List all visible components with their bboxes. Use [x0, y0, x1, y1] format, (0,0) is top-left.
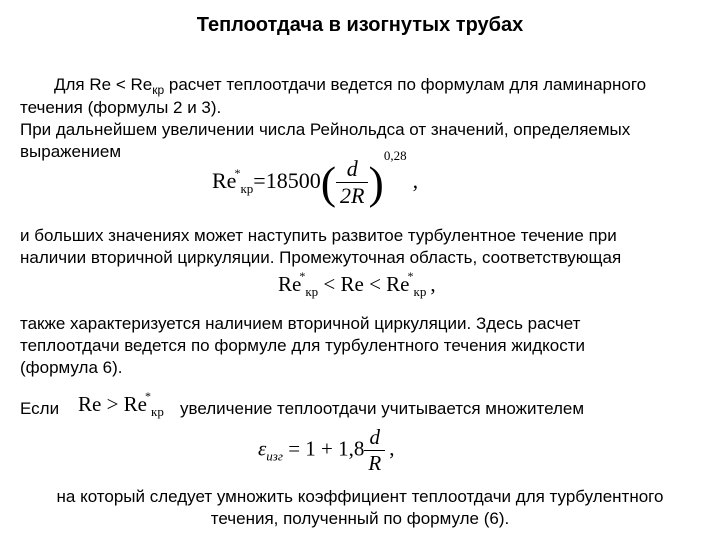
if-line-text: увеличение теплоотдачи учитывается множителем: [180, 399, 585, 418]
formula1-exponent: 0,28: [383, 148, 407, 163]
para1-line4: выражением: [20, 142, 122, 161]
formula2-comma: ,: [430, 272, 436, 296]
page-title: Теплоотдача в изогнутых трубах: [196, 14, 524, 36]
if-formula-star: *: [145, 389, 151, 403]
final-line2: течения, полученный по формуле (6).: [210, 509, 510, 528]
turbulent-condition-formula: [78, 389, 164, 420]
formula3-numerator: d: [369, 425, 381, 449]
formula1-numerator: d: [346, 156, 358, 182]
formula1-right-paren: ): [368, 156, 384, 208]
formula2-star-b: *: [407, 269, 414, 283]
formula1-equals: =18500: [253, 168, 321, 193]
formula1-lhs-sub: кр: [240, 181, 254, 196]
para2-line2: наличии вторичной циркуляции. Промежуточная область, соответствующая: [20, 248, 622, 267]
formula1-denominator: 2R: [336, 182, 368, 209]
formula3-epsilon: ε: [258, 436, 267, 461]
para1-line1-start: Для Re < Re: [54, 75, 153, 94]
formula1-lhs: Re: [212, 168, 237, 193]
formula3-comma: ,: [389, 436, 395, 461]
para3-line1: также характеризуется наличием вторичной циркуляции. Здесь расчет: [20, 314, 581, 333]
formula2-middle: < Re < Re: [318, 272, 410, 296]
final-line1: на который следует умножить коэффициент теплоотдачи для турбулентного: [56, 487, 664, 506]
formula2-sub-a: кр: [305, 284, 319, 299]
para3-line2: теплоотдачи ведется по формуле для турбулентного течения жидкости: [20, 336, 585, 355]
formula3-fraction: [364, 425, 385, 476]
re-kr-subscript: кр: [152, 83, 165, 97]
if-formula-sub: кр: [151, 404, 164, 419]
formula1-star: *: [234, 166, 241, 180]
formula2-re-kr-prime: Re: [278, 272, 302, 296]
critical-reynolds-formula: [212, 148, 418, 209]
formula3-subscript: изг: [266, 448, 283, 464]
formula1-left-paren: (: [320, 156, 337, 208]
para1-line1-end: расчет теплоотдачи ведется по формулам для ламинарного: [164, 75, 647, 94]
transition-range-formula: [278, 269, 436, 300]
bend-factor-formula: [258, 425, 394, 476]
if-formula-text: Re > Re: [78, 392, 147, 416]
formula2-star-a: *: [299, 269, 306, 283]
para3-line3: (формула 6).: [20, 358, 123, 377]
formula3-denominator: R: [364, 450, 385, 476]
para1-line2: течения (формулы 2 и 3).: [20, 98, 222, 117]
if-label: Если: [20, 399, 60, 418]
formula1-comma: ,: [412, 168, 419, 193]
formula1-fraction: [336, 156, 368, 209]
para2-line1: и больших значениях может наступить развитое турбулентное течение при: [20, 226, 617, 245]
formula3-equals: = 1 + 1,8: [282, 436, 365, 461]
formula2-sub-b: кр: [413, 284, 427, 299]
para1-line3: При дальнейшем увеличении числа Рейнольдса от значений, определяемых: [20, 120, 631, 139]
